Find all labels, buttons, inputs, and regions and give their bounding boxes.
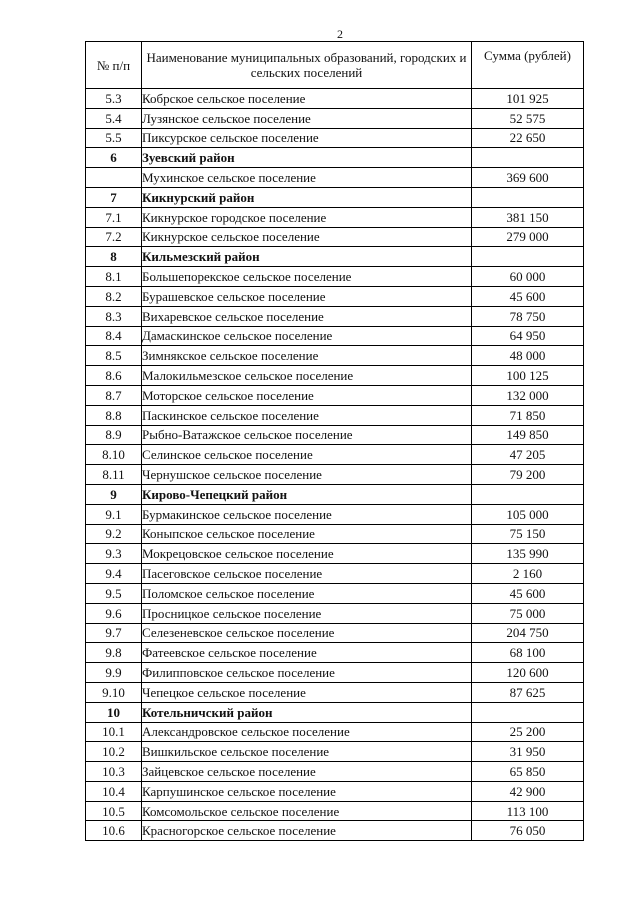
cell-sum	[472, 187, 584, 207]
cell-num: 7.2	[86, 227, 142, 247]
cell-num: 10.4	[86, 781, 142, 801]
cell-num: 10.3	[86, 762, 142, 782]
table-row	[86, 801, 584, 821]
cell-name: Кикнурское городское поселение	[142, 207, 472, 227]
cell-sum: 149 850	[472, 425, 584, 445]
cell-name: Карпушинское сельское поселение	[142, 781, 472, 801]
cell-num: 8.7	[86, 385, 142, 405]
cell-sum: 45 600	[472, 583, 584, 603]
header-sum: Сумма (рублей)	[472, 42, 584, 89]
cell-sum: 47 205	[472, 445, 584, 465]
cell-name: Селинское сельское поселение	[142, 445, 472, 465]
table-row	[86, 346, 584, 366]
cell-num: 8.9	[86, 425, 142, 445]
cell-name: Котельничский район	[142, 702, 472, 722]
cell-sum: 279 000	[472, 227, 584, 247]
cell-num: 8.2	[86, 286, 142, 306]
table-row	[86, 524, 584, 544]
cell-name: Мокрецовское сельское поселение	[142, 544, 472, 564]
table-row	[86, 425, 584, 445]
table-row	[86, 207, 584, 227]
cell-sum: 42 900	[472, 781, 584, 801]
table-row	[86, 445, 584, 465]
cell-sum	[472, 148, 584, 168]
cell-sum: 52 575	[472, 108, 584, 128]
cell-num: 9.8	[86, 643, 142, 663]
district-row	[86, 148, 584, 168]
cell-sum: 381 150	[472, 207, 584, 227]
district-row	[86, 187, 584, 207]
cell-name: Зуевский район	[142, 148, 472, 168]
cell-name: Кобрское сельское поселение	[142, 89, 472, 109]
table-row	[86, 227, 584, 247]
cell-num	[86, 168, 142, 188]
cell-sum: 100 125	[472, 366, 584, 386]
cell-num: 8.1	[86, 267, 142, 287]
table-row	[86, 762, 584, 782]
table-row	[86, 108, 584, 128]
cell-sum	[472, 702, 584, 722]
table-row	[86, 682, 584, 702]
cell-name: Лузянское сельское поселение	[142, 108, 472, 128]
cell-sum: 75 150	[472, 524, 584, 544]
cell-name: Поломское сельское поселение	[142, 583, 472, 603]
cell-name: Кикнурское сельское поселение	[142, 227, 472, 247]
table-row	[86, 583, 584, 603]
cell-sum: 113 100	[472, 801, 584, 821]
table-row	[86, 267, 584, 287]
table-row	[86, 465, 584, 485]
table-row	[86, 168, 584, 188]
cell-num: 9.7	[86, 623, 142, 643]
cell-num: 8.10	[86, 445, 142, 465]
cell-sum: 369 600	[472, 168, 584, 188]
table-body	[86, 89, 584, 841]
cell-num: 6	[86, 148, 142, 168]
cell-name: Паскинское сельское поселение	[142, 405, 472, 425]
cell-sum: 105 000	[472, 504, 584, 524]
cell-name: Александровское сельское поселение	[142, 722, 472, 742]
cell-sum: 101 925	[472, 89, 584, 109]
cell-sum: 120 600	[472, 663, 584, 683]
cell-name: Бурашевское сельское поселение	[142, 286, 472, 306]
cell-num: 9.2	[86, 524, 142, 544]
table-row	[86, 306, 584, 326]
cell-name: Селезеневское сельское поселение	[142, 623, 472, 643]
cell-name: Зайцевское сельское поселение	[142, 762, 472, 782]
cell-num: 8.6	[86, 366, 142, 386]
cell-sum: 31 950	[472, 742, 584, 762]
table-row	[86, 89, 584, 109]
cell-name: Пиксурское сельское поселение	[142, 128, 472, 148]
cell-sum: 76 050	[472, 821, 584, 841]
cell-sum: 48 000	[472, 346, 584, 366]
cell-sum: 135 990	[472, 544, 584, 564]
cell-name: Филипповское сельское поселение	[142, 663, 472, 683]
table-row	[86, 821, 584, 841]
district-row	[86, 484, 584, 504]
cell-name: Чепецкое сельское поселение	[142, 682, 472, 702]
cell-sum: 79 200	[472, 465, 584, 485]
cell-num: 10.6	[86, 821, 142, 841]
cell-num: 10.5	[86, 801, 142, 821]
table-row	[86, 603, 584, 623]
cell-sum: 45 600	[472, 286, 584, 306]
page-number: 2	[337, 27, 343, 41]
table-row	[86, 405, 584, 425]
table-row	[86, 623, 584, 643]
cell-num: 9.3	[86, 544, 142, 564]
header-name: Наименование муниципальных образований, городских и сельских поселений	[142, 42, 472, 89]
cell-sum	[472, 484, 584, 504]
cell-name: Зимнякское сельское поселение	[142, 346, 472, 366]
table-row	[86, 742, 584, 762]
cell-num: 10.1	[86, 722, 142, 742]
cell-name: Кикнурский район	[142, 187, 472, 207]
cell-num: 10	[86, 702, 142, 722]
cell-sum: 75 000	[472, 603, 584, 623]
cell-num: 5.5	[86, 128, 142, 148]
cell-num: 9.9	[86, 663, 142, 683]
cell-name: Красногорское сельское поселение	[142, 821, 472, 841]
table-row	[86, 326, 584, 346]
cell-name: Моторское сельское поселение	[142, 385, 472, 405]
cell-num: 9.5	[86, 583, 142, 603]
cell-sum: 68 100	[472, 643, 584, 663]
table-row	[86, 643, 584, 663]
cell-sum: 78 750	[472, 306, 584, 326]
cell-num: 8.5	[86, 346, 142, 366]
cell-sum: 25 200	[472, 722, 584, 742]
cell-num: 8.11	[86, 465, 142, 485]
cell-sum: 60 000	[472, 267, 584, 287]
cell-name: Кильмезский район	[142, 247, 472, 267]
cell-name: Фатеевское сельское поселение	[142, 643, 472, 663]
cell-num: 9.1	[86, 504, 142, 524]
cell-sum: 87 625	[472, 682, 584, 702]
cell-num: 7.1	[86, 207, 142, 227]
table-row	[86, 722, 584, 742]
table-row	[86, 504, 584, 524]
cell-name: Кирово-Чепецкий район	[142, 484, 472, 504]
table-row	[86, 128, 584, 148]
cell-sum: 132 000	[472, 385, 584, 405]
cell-name: Малокильмезское сельское поселение	[142, 366, 472, 386]
cell-sum: 204 750	[472, 623, 584, 643]
district-row	[86, 247, 584, 267]
cell-name: Вихаревское сельское поселение	[142, 306, 472, 326]
cell-num: 9	[86, 484, 142, 504]
cell-num: 9.6	[86, 603, 142, 623]
cell-num: 8.8	[86, 405, 142, 425]
cell-num: 8	[86, 247, 142, 267]
cell-name: Дамаскинское сельское поселение	[142, 326, 472, 346]
cell-name: Мухинское сельское поселение	[142, 168, 472, 188]
cell-num: 9.4	[86, 564, 142, 584]
cell-sum: 2 160	[472, 564, 584, 584]
cell-sum: 22 650	[472, 128, 584, 148]
table-header	[86, 42, 584, 89]
table-row	[86, 385, 584, 405]
cell-num: 5.3	[86, 89, 142, 109]
table-row	[86, 544, 584, 564]
table-row	[86, 564, 584, 584]
cell-num: 10.2	[86, 742, 142, 762]
cell-name: Пасеговское сельское поселение	[142, 564, 472, 584]
cell-sum: 64 950	[472, 326, 584, 346]
cell-num: 8.3	[86, 306, 142, 326]
cell-name: Большепорекское сельское поселение	[142, 267, 472, 287]
cell-name: Коныпское сельское поселение	[142, 524, 472, 544]
cell-num: 9.10	[86, 682, 142, 702]
header-num: № п/п	[86, 42, 142, 89]
budget-table	[85, 41, 584, 841]
cell-num: 7	[86, 187, 142, 207]
table-row	[86, 286, 584, 306]
cell-name: Рыбно-Ватажское сельское поселение	[142, 425, 472, 445]
cell-name: Комсомольское сельское поселение	[142, 801, 472, 821]
table-row	[86, 781, 584, 801]
table-row	[86, 366, 584, 386]
cell-sum: 65 850	[472, 762, 584, 782]
cell-num: 5.4	[86, 108, 142, 128]
cell-sum: 71 850	[472, 405, 584, 425]
cell-num: 8.4	[86, 326, 142, 346]
cell-name: Чернушское сельское поселение	[142, 465, 472, 485]
table-row	[86, 663, 584, 683]
cell-name: Бурмакинское сельское поселение	[142, 504, 472, 524]
cell-name: Просницкое сельское поселение	[142, 603, 472, 623]
cell-sum	[472, 247, 584, 267]
cell-name: Вишкильское сельское поселение	[142, 742, 472, 762]
district-row	[86, 702, 584, 722]
